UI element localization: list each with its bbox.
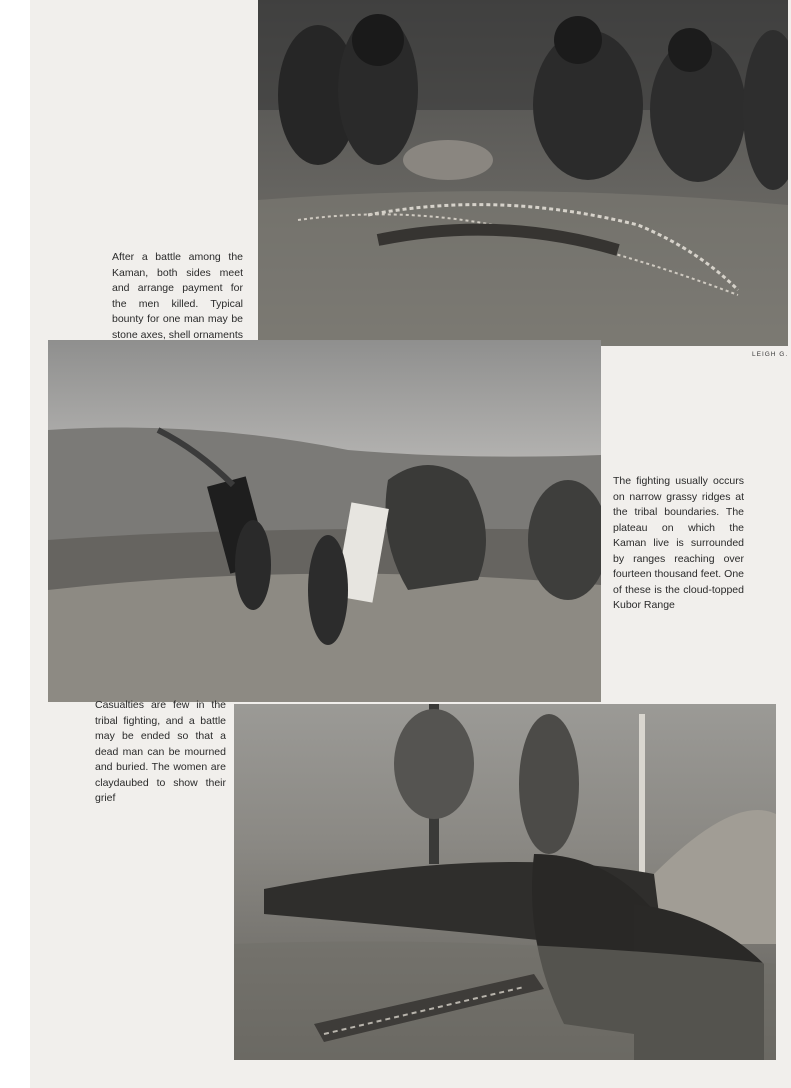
caption-casualties: Casualties are few in the tribal fighting, and a battle may be ended so that a dead man can be mourned and buried. The women are claydaubed to show their grief [95,699,226,804]
photo-credit: LEIGH G. [752,351,789,358]
page-margin [0,0,30,1088]
caption-payment: After a battle among the Kaman, both sides meet and arrange payment for the men killed. Typical bounty for one man may be stone axes, shell ornaments [112,251,243,341]
photo-mourning-scene [234,704,776,1060]
photo-payment-ceremony [258,0,788,346]
caption-fighting-ridges: The fighting usually occurs on narrow grassy ridges at the tribal boundaries. The plateau on which the Kaman live is surrounded by ranges reaching over fourteen thousand feet. One of these is the cloud-topped Kubor Range [613,475,744,611]
photo-grassy-ridge-dancers [48,340,601,702]
